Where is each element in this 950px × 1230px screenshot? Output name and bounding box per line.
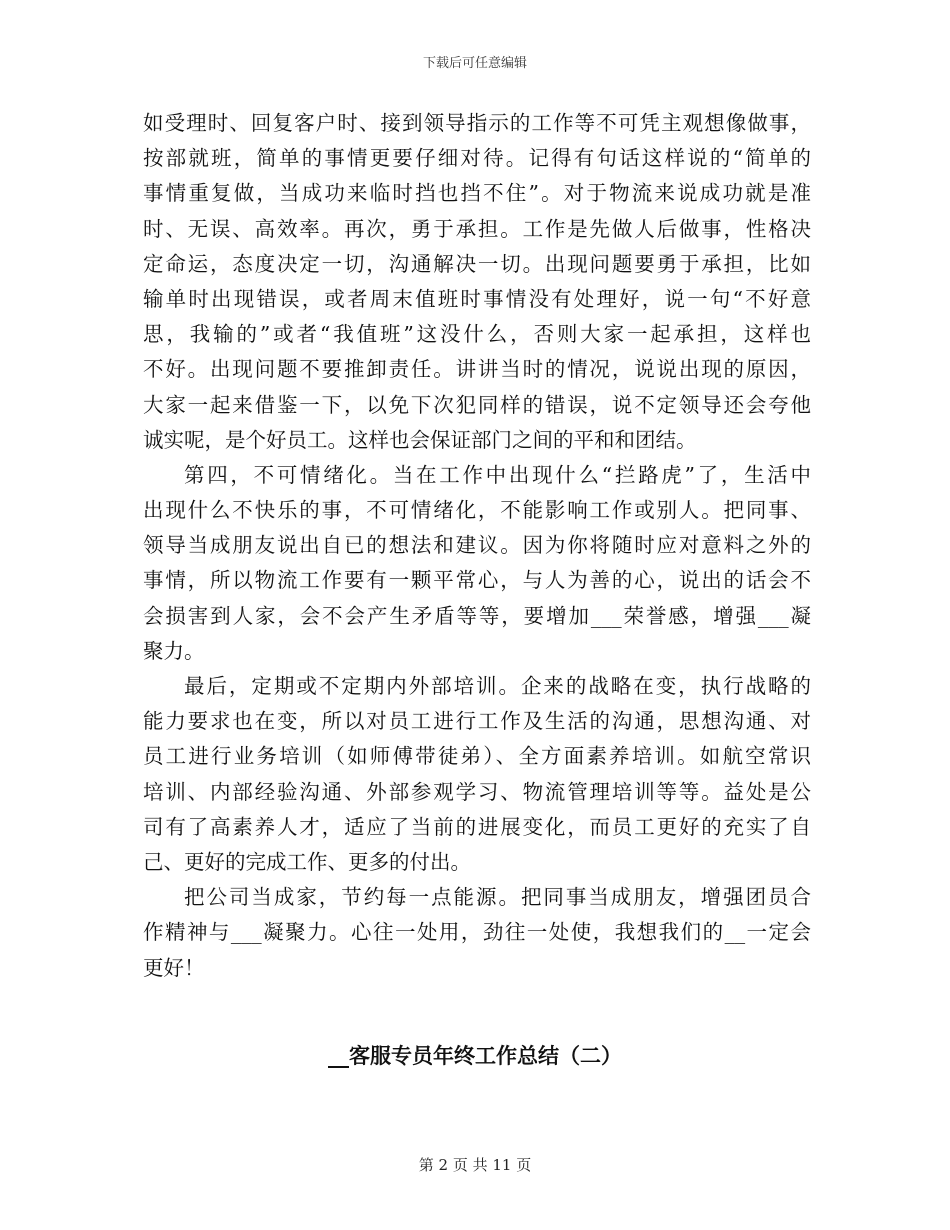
text-line: 更好！ (143, 955, 205, 980)
paragraph-3 (143, 669, 811, 880)
paragraph-2 (143, 458, 811, 669)
text-line: 思，我输的”或者“我值班”这没什么，否则大家一起承担，这样也 (143, 322, 811, 347)
text-line: 定命运，态度决定一切，沟通解决一切。出现问题要勇于承担，比如 (143, 251, 811, 276)
page-footer: 第 2 页 共 11 页 (418, 1156, 532, 1174)
text-line: 把公司当成家，节约每一点能源。把同事当成朋友，增强团员合 (184, 885, 811, 910)
text-line: 领导当成朋友说出自已的想法和建议。因为你将随时应对意料之外的 (143, 533, 811, 558)
text-line: 事情重复做，当成功来临时挡也挡不住”。对于物流来说成功就是准 (143, 181, 811, 206)
text-line: 己、更好的完成工作、更多的付出。 (143, 849, 471, 874)
text-line: 最后，定期或不定期内外部培训。企来的战略在变，执行战略的 (184, 674, 811, 698)
page-header: 下载后可任意编辑 (422, 56, 527, 71)
text-line: 出现什么不快乐的事，不可情绪化，不能影响工作或别人。把同事、 (143, 498, 811, 523)
text-line: 司有了高素养人才，适应了当前的进展变化，而员工更好的充实了自 (143, 814, 811, 839)
text-line: 如受理时、回复客户时、接到领导指示的工作等不可凭主观想像做事， (143, 111, 811, 135)
section-title: __客服专员年终工作总结（二） (328, 1043, 622, 1068)
text-line: 作精神与___凝聚力。心往一处用，劲往一处使，我想我们的__一定会 (143, 920, 811, 945)
text-line: 能力要求也在变，所以对员工进行工作及生活的沟通，思想沟通、对 (143, 709, 811, 734)
text-line: 诚实呢，是个好员工。这样也会保证部门之间的平和和团结。 (143, 427, 697, 452)
paragraph-4 (143, 880, 811, 986)
text-line: 按部就班，简单的事情更要仔细对待。记得有句话这样说的“简单的 (143, 146, 811, 171)
text-line: 不好。出现问题不要推卸责任。讲讲当时的情况，说说出现的原因， (143, 357, 811, 382)
text-line: 时、无误、高效率。再次，勇于承担。工作是先做人后做事，性格决 (143, 216, 811, 241)
text-line: 会损害到人家，会不会产生矛盾等等，要增加___荣誉感，增强___凝 (143, 603, 811, 628)
paragraph-1 (143, 106, 811, 458)
document-body (143, 106, 811, 986)
text-line: 聚力。 (143, 638, 205, 663)
text-line: 事情，所以物流工作要有一颗平常心，与人为善的心，说出的话会不 (143, 568, 811, 593)
text-line: 第四，不可情绪化。当在工作中出现什么“拦路虎”了，生活中 (184, 462, 811, 487)
text-line: 员工进行业务培训（如师傅带徒弟）、全方面素养培训。如航空常识 (143, 744, 811, 769)
text-line: 大家一起来借鉴一下，以免下次犯同样的错误，说不定领导还会夸他 (143, 392, 811, 417)
text-line: 输单时出现错误，或者周末值班时事情没有处理好，说一句“不好意 (143, 286, 811, 311)
text-line: 培训、内部经验沟通、外部参观学习、物流管理培训等等。益处是公 (143, 779, 811, 804)
